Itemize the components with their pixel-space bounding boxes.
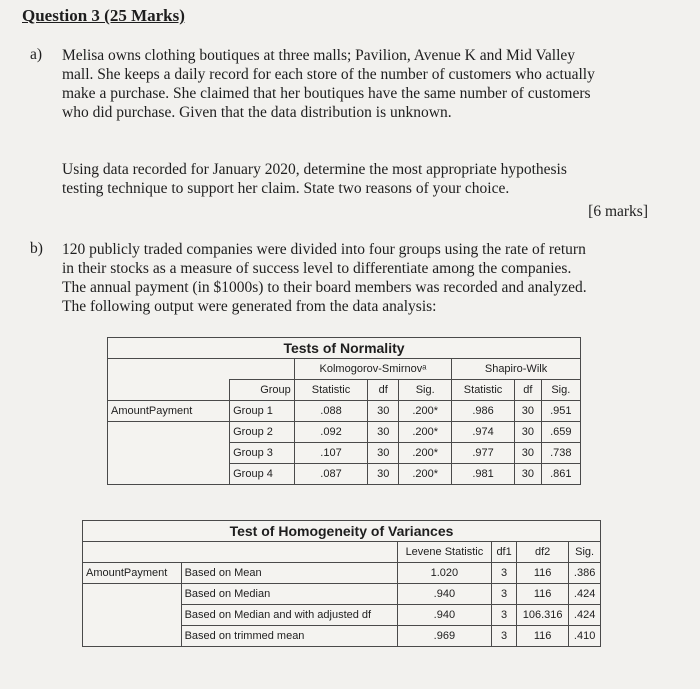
sw-header: Shapiro-Wilk: [452, 359, 581, 380]
sw-statistic: .981: [452, 464, 515, 485]
empty-cell: [181, 542, 397, 563]
text-line: mall. She keeps a daily record for each store of the number of customers who actually: [62, 66, 595, 83]
normality-table: [107, 337, 581, 485]
empty-cell: [108, 422, 230, 443]
df1-value: 3: [492, 605, 517, 626]
text-line: in their stocks as a measure of success level to differentiate among the companies.: [62, 260, 572, 277]
sig-value: .424: [569, 605, 601, 626]
ks-statistic: .088: [294, 401, 367, 422]
ks-sig: .200*: [399, 401, 452, 422]
group-label: Group 3: [230, 443, 295, 464]
sig-value: .424: [569, 584, 601, 605]
df2-value: 116: [517, 563, 569, 584]
levene-statistic: .940: [397, 584, 492, 605]
df1-header: df1: [492, 542, 517, 563]
sw-df: 30: [515, 422, 542, 443]
empty-cell: [83, 584, 182, 605]
normality-title: Tests of Normality: [108, 338, 581, 359]
ks-sig-header: Sig.: [399, 380, 452, 401]
part-a-paragraph-1: [62, 46, 595, 122]
empty-cell: [83, 626, 182, 647]
table-row: [83, 626, 601, 647]
sig-value: .410: [569, 626, 601, 647]
df2-header: df2: [517, 542, 569, 563]
sw-statistic: .986: [452, 401, 515, 422]
sw-df: 30: [515, 401, 542, 422]
variable-label: AmountPayment: [83, 563, 182, 584]
sw-sig: .659: [541, 422, 580, 443]
text-line: testing technique to support her claim. State two reasons of your choice.: [62, 180, 510, 197]
text-line: 120 publicly traded companies were divided into four groups using the rate of return: [62, 241, 586, 258]
ks-statistic: .092: [294, 422, 367, 443]
ks-df: 30: [368, 443, 399, 464]
sw-sig: .738: [541, 443, 580, 464]
ks-header: Kolmogorov-Smirnovᵃ: [294, 359, 451, 380]
ks-df-header: df: [368, 380, 399, 401]
homogeneity-table: [82, 520, 601, 647]
part-a-marker: a): [30, 46, 43, 63]
group-label: Group 2: [230, 422, 295, 443]
ks-sig: .200*: [399, 464, 452, 485]
text-line: Melisa owns clothing boutiques at three malls; Pavilion, Avenue K and Mid Valley: [62, 47, 576, 64]
levene-statistic: 1.020: [397, 563, 492, 584]
empty-cell: [83, 542, 182, 563]
empty-cell: [108, 464, 230, 485]
levene-header: Levene Statistic: [397, 542, 492, 563]
df1-value: 3: [492, 584, 517, 605]
df1-value: 3: [492, 626, 517, 647]
empty-cell: [83, 605, 182, 626]
table-row: [108, 443, 581, 464]
ks-sig: .200*: [399, 422, 452, 443]
homogeneity-title: Test of Homogeneity of Variances: [83, 521, 601, 542]
table-row: [108, 401, 581, 422]
ks-df: 30: [368, 401, 399, 422]
empty-cell: [108, 443, 230, 464]
table-row: [108, 464, 581, 485]
sw-sig-header: Sig.: [541, 380, 580, 401]
ks-sig: .200*: [399, 443, 452, 464]
ks-statistic: .087: [294, 464, 367, 485]
levene-statistic: .940: [397, 605, 492, 626]
empty-cell: [108, 359, 230, 380]
text-line: make a purchase. She claimed that her boutiques have the same number of customers: [62, 85, 591, 102]
group-label: Group 1: [230, 401, 295, 422]
empty-cell: [230, 359, 295, 380]
sw-sig: .861: [541, 464, 580, 485]
sw-df: 30: [515, 464, 542, 485]
ks-df: 30: [368, 422, 399, 443]
empty-cell: [108, 380, 230, 401]
table-row: [83, 563, 601, 584]
table-row: [108, 422, 581, 443]
ks-df: 30: [368, 464, 399, 485]
levene-statistic: .969: [397, 626, 492, 647]
row-label: Based on Median and with adjusted df: [181, 605, 397, 626]
marks-label: [6 marks]: [588, 203, 648, 220]
df2-value: 106.316: [517, 605, 569, 626]
text-line: who did purchase. Given that the data distribution is unknown.: [62, 104, 452, 121]
group-label: Group 4: [230, 464, 295, 485]
text-line: The annual payment (in $1000s) to their board members was recorded and analyzed.: [62, 279, 587, 296]
question-heading: Question 3 (25 Marks): [22, 6, 185, 25]
part-b-paragraph: [62, 240, 587, 316]
part-b-marker: b): [30, 240, 43, 257]
row-label: Based on Median: [181, 584, 397, 605]
df2-value: 116: [517, 584, 569, 605]
text-line: Using data recorded for January 2020, determine the most appropriate hypothesis: [62, 161, 567, 178]
row-label: Based on Mean: [181, 563, 397, 584]
group-col-header: Group: [230, 380, 295, 401]
ks-stat-header: Statistic: [294, 380, 367, 401]
sw-df: 30: [515, 443, 542, 464]
table-row: [83, 584, 601, 605]
sw-sig: .951: [541, 401, 580, 422]
sw-df-header: df: [515, 380, 542, 401]
sig-header: Sig.: [569, 542, 601, 563]
df2-value: 116: [517, 626, 569, 647]
ks-statistic: .107: [294, 443, 367, 464]
sig-value: .386: [569, 563, 601, 584]
sw-statistic: .977: [452, 443, 515, 464]
text-line: The following output were generated from the data analysis:: [62, 298, 437, 315]
sw-statistic: .974: [452, 422, 515, 443]
variable-label: AmountPayment: [108, 401, 230, 422]
df1-value: 3: [492, 563, 517, 584]
table-row: [83, 605, 601, 626]
part-a-paragraph-2: [62, 160, 567, 198]
row-label: Based on trimmed mean: [181, 626, 397, 647]
sw-stat-header: Statistic: [452, 380, 515, 401]
